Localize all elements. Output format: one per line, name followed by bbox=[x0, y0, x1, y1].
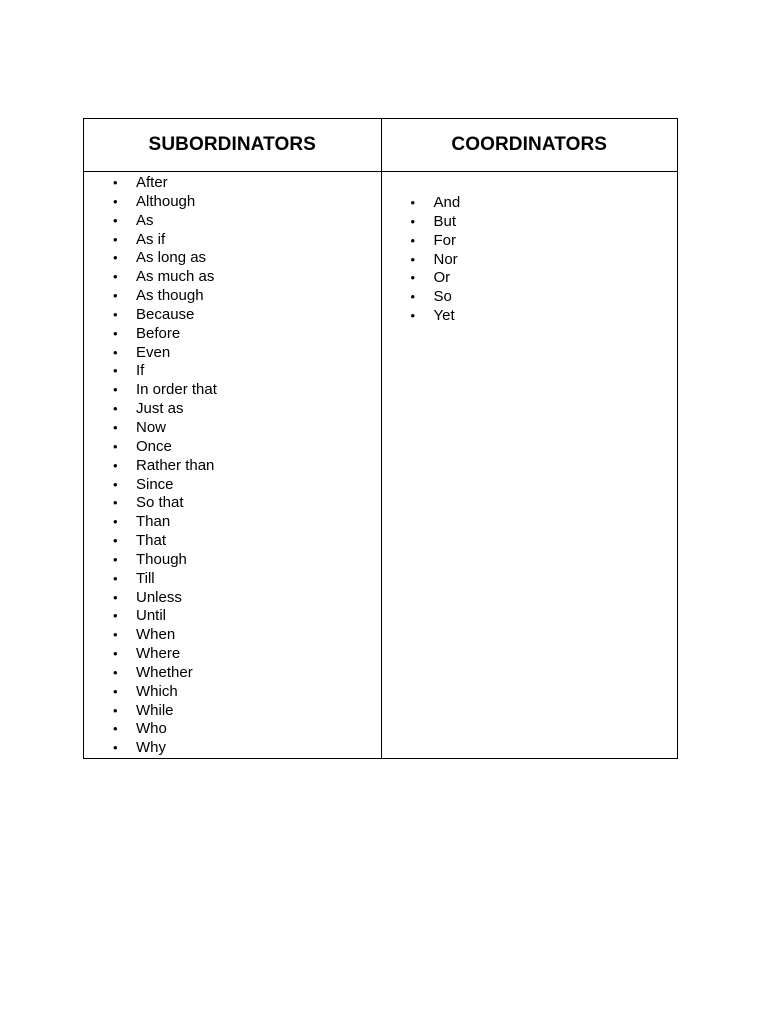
coordinator-item bbox=[382, 269, 678, 288]
subordinator-item bbox=[84, 513, 381, 532]
subordinator-item-label: As if bbox=[136, 230, 166, 248]
subordinator-item-label: Now bbox=[136, 418, 167, 436]
subordinator-item-label: So that bbox=[136, 494, 184, 512]
subordinator-item bbox=[84, 664, 381, 683]
bullet-icon: • bbox=[113, 495, 118, 511]
subordinator-item-label: Till bbox=[136, 569, 155, 587]
subordinator-item-label: Even bbox=[136, 343, 171, 361]
subordinator-item-label: While bbox=[136, 701, 174, 719]
bullet-icon: • bbox=[113, 193, 118, 209]
subordinator-item-label: Whether bbox=[136, 663, 193, 681]
coordinator-item bbox=[382, 194, 678, 213]
subordinator-item-label: Where bbox=[136, 645, 181, 663]
coordinator-item bbox=[382, 251, 678, 270]
subordinator-item bbox=[84, 268, 381, 287]
bullet-icon: • bbox=[113, 457, 118, 473]
coordinator-item bbox=[382, 307, 678, 326]
bullet-icon: • bbox=[410, 270, 416, 286]
coordinators-cell bbox=[381, 172, 678, 759]
subordinator-item bbox=[84, 626, 381, 645]
bullet-icon: • bbox=[410, 308, 416, 324]
subordinator-item bbox=[84, 438, 381, 457]
subordinator-item-label: As though bbox=[136, 287, 204, 305]
coordinator-item-label: Yet bbox=[433, 307, 455, 325]
bullet-icon: • bbox=[410, 195, 416, 210]
coordinators-list bbox=[382, 172, 678, 326]
subordinator-item-label: When bbox=[136, 626, 176, 644]
coordinators-header: COORDINATORS bbox=[381, 119, 678, 172]
coordinator-item-label: Nor bbox=[433, 250, 458, 268]
bullet-icon: • bbox=[113, 175, 118, 190]
subordinator-item bbox=[84, 362, 381, 381]
bullet-icon: • bbox=[113, 288, 118, 304]
bullet-icon: • bbox=[113, 231, 118, 247]
bullet-icon: • bbox=[113, 664, 118, 680]
subordinator-item-label: In order that bbox=[136, 381, 217, 399]
bullet-icon: • bbox=[113, 344, 118, 360]
subordinator-item bbox=[84, 287, 381, 306]
subordinators-cell bbox=[84, 172, 382, 759]
subordinator-item bbox=[84, 607, 381, 626]
subordinator-item-label: Because bbox=[136, 305, 195, 323]
bullet-icon: • bbox=[113, 570, 118, 586]
subordinator-item-label: Than bbox=[136, 513, 171, 531]
bullet-icon: • bbox=[113, 401, 118, 417]
coordinator-item-label: So bbox=[433, 288, 452, 306]
subordinator-item bbox=[84, 457, 381, 476]
subordinator-item-label: Just as bbox=[136, 400, 184, 418]
subordinator-item bbox=[84, 645, 381, 664]
content-row bbox=[84, 172, 678, 759]
subordinator-item-label: As much as bbox=[136, 268, 215, 286]
bullet-icon: • bbox=[113, 589, 118, 605]
bullet-icon: • bbox=[113, 646, 118, 662]
subordinator-item-label: As long as bbox=[136, 249, 207, 267]
subordinator-item-label: Since bbox=[136, 475, 174, 493]
bullet-icon: • bbox=[113, 702, 118, 718]
coordinator-item-label: But bbox=[433, 212, 457, 230]
bullet-icon: • bbox=[113, 363, 118, 379]
subordinator-item bbox=[84, 212, 381, 231]
bullet-icon: • bbox=[113, 250, 118, 266]
bullet-icon: • bbox=[113, 721, 118, 737]
subordinator-item bbox=[84, 419, 381, 438]
bullet-icon: • bbox=[113, 683, 118, 699]
subordinator-item-label: Which bbox=[136, 682, 178, 700]
coordinator-item-label: Or bbox=[433, 269, 451, 287]
subordinator-item bbox=[84, 231, 381, 250]
subordinator-item bbox=[84, 381, 381, 400]
subordinator-item-label: If bbox=[136, 362, 145, 380]
subordinator-item bbox=[84, 400, 381, 419]
bullet-icon: • bbox=[410, 232, 416, 248]
bullet-icon: • bbox=[410, 213, 416, 229]
bullet-icon: • bbox=[113, 325, 118, 341]
subordinator-item-label: Although bbox=[136, 192, 196, 210]
coordinator-item-label: And bbox=[433, 194, 461, 211]
subordinator-item bbox=[84, 532, 381, 551]
bullet-icon: • bbox=[113, 419, 118, 435]
subordinator-item bbox=[84, 720, 381, 739]
coordinator-item-label: For bbox=[433, 231, 456, 249]
bullet-icon: • bbox=[113, 514, 118, 530]
subordinator-item bbox=[84, 174, 381, 193]
subordinator-item bbox=[84, 739, 381, 758]
subordinator-item bbox=[84, 683, 381, 702]
subordinator-item bbox=[84, 551, 381, 570]
subordinators-list bbox=[84, 172, 381, 758]
subordinator-item bbox=[84, 589, 381, 608]
bullet-icon: • bbox=[113, 533, 118, 549]
subordinator-item-label: Until bbox=[136, 607, 167, 625]
bullet-icon: • bbox=[113, 476, 118, 492]
subordinator-item-label: Unless bbox=[136, 588, 182, 606]
bullet-icon: • bbox=[113, 306, 118, 322]
subordinator-item bbox=[84, 494, 381, 513]
subordinator-item-label: Why bbox=[136, 739, 166, 757]
subordinator-item-label: After bbox=[136, 174, 168, 191]
subordinator-item-label: As bbox=[136, 211, 154, 229]
bullet-icon: • bbox=[113, 382, 118, 398]
subordinator-item bbox=[84, 193, 381, 212]
conjunctions-table bbox=[83, 118, 678, 759]
subordinator-item-label: Once bbox=[136, 437, 172, 455]
bullet-icon: • bbox=[113, 438, 118, 454]
subordinator-item bbox=[84, 306, 381, 325]
subordinator-item bbox=[84, 476, 381, 495]
subordinator-item bbox=[84, 570, 381, 589]
coordinator-item bbox=[382, 213, 678, 232]
subordinator-item bbox=[84, 325, 381, 344]
bullet-icon: • bbox=[113, 627, 118, 643]
bullet-icon: • bbox=[113, 269, 118, 285]
subordinator-item-label: Though bbox=[136, 550, 187, 568]
header-row bbox=[84, 119, 678, 172]
coordinator-item bbox=[382, 288, 678, 307]
subordinators-header: SUBORDINATORS bbox=[84, 119, 382, 172]
bullet-icon: • bbox=[113, 608, 118, 624]
bullet-icon: • bbox=[113, 740, 118, 756]
subordinator-item bbox=[84, 344, 381, 363]
subordinator-item-label: That bbox=[136, 532, 167, 550]
subordinator-item-label: Before bbox=[136, 324, 181, 342]
bullet-icon: • bbox=[410, 289, 416, 305]
subordinator-item-label: Who bbox=[136, 720, 167, 738]
subordinator-item-label: Rather than bbox=[136, 456, 215, 474]
subordinator-item bbox=[84, 249, 381, 268]
bullet-icon: • bbox=[113, 212, 118, 228]
coordinator-item bbox=[382, 232, 678, 251]
subordinator-item bbox=[84, 702, 381, 721]
bullet-icon: • bbox=[113, 551, 118, 567]
bullet-icon: • bbox=[410, 251, 416, 267]
